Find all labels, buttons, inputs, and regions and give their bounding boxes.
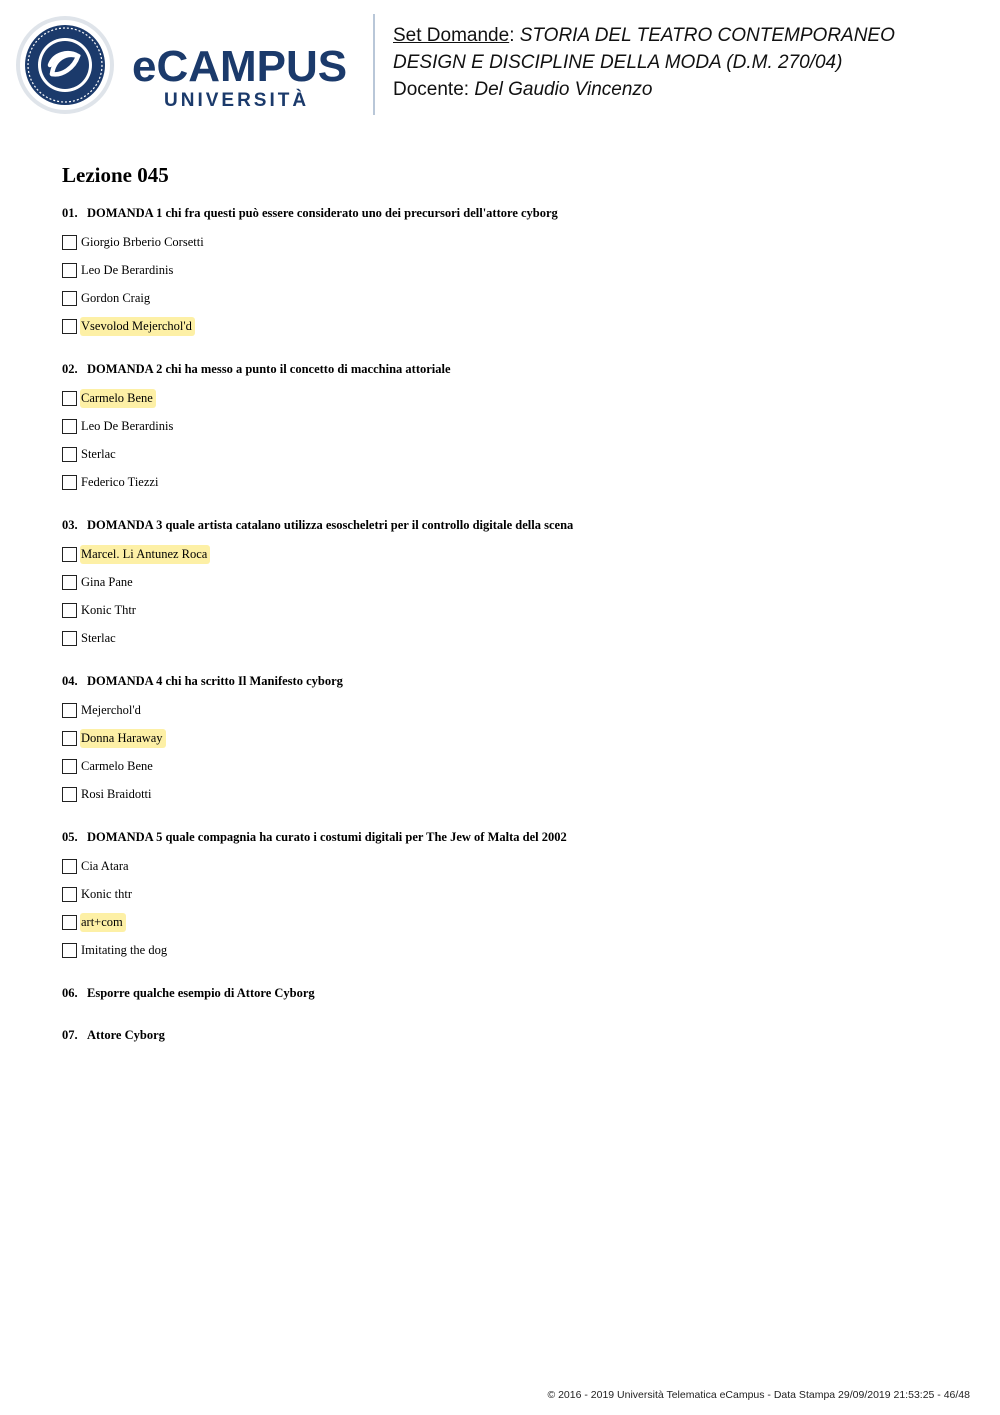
open-question-7: [62, 1026, 942, 1044]
answer-label: Leo De Berardinis: [81, 262, 174, 277]
question-number: 06.: [62, 986, 78, 1000]
answer-label: Imitating the dog: [81, 942, 168, 957]
answer-label: Mejerchol'd: [81, 702, 141, 717]
answer-label: Konic thtr: [81, 886, 133, 901]
question-number: 07.: [62, 1028, 78, 1042]
answer-option[interactable]: [62, 256, 942, 284]
answer-option-highlighted[interactable]: [62, 724, 942, 752]
answer-option[interactable]: [62, 880, 942, 908]
answer-checkbox[interactable]: [62, 703, 77, 718]
answer-option[interactable]: [62, 696, 942, 724]
answer-option[interactable]: [62, 440, 942, 468]
question-label: Attore Cyborg: [87, 1028, 165, 1042]
answer-checkbox[interactable]: [62, 475, 77, 490]
answer-checkbox[interactable]: [62, 759, 77, 774]
question-2: [62, 360, 942, 496]
question-text: [62, 672, 942, 690]
lesson-title: Lezione 045: [62, 163, 169, 187]
answer-option[interactable]: [62, 568, 942, 596]
answer-checkbox[interactable]: [62, 319, 77, 334]
question-label: DOMANDA 2 chi ha messo a punto il concetto di macchina attoriale: [87, 362, 451, 376]
question-number: 03.: [62, 518, 78, 532]
answer-option[interactable]: [62, 780, 942, 808]
question-3: [62, 516, 942, 652]
answer-label: Gina Pane: [81, 574, 133, 589]
question-number: 04.: [62, 674, 78, 688]
answer-checkbox[interactable]: [62, 235, 77, 250]
answer-checkbox[interactable]: [62, 943, 77, 958]
question-text: [62, 828, 942, 846]
question-text: [62, 204, 942, 222]
answer-label-highlighted: Carmelo Bene: [80, 389, 156, 408]
answer-option-highlighted[interactable]: [62, 312, 942, 340]
question-4: [62, 672, 942, 808]
answer-checkbox[interactable]: [62, 447, 77, 462]
answer-label: Cia Atara: [81, 858, 129, 873]
answer-checkbox[interactable]: [62, 631, 77, 646]
question-number: 01.: [62, 206, 78, 220]
open-question-6: [62, 984, 942, 1002]
svg-text:eCAMPUS: eCAMPUS: [132, 42, 348, 91]
lesson-content: [62, 160, 942, 1068]
set-info: Set Domande: STORIA DEL TEATRO CONTEMPORANEO DESIGN E DISCIPLINE DELLA MODA (D.M. 270/04) Docente: Del Gaudio Vincenzo: [393, 25, 895, 100]
question-label: DOMANDA 4 chi ha scritto Il Manifesto cyborg: [87, 674, 343, 688]
answer-label: Sterlac: [81, 446, 116, 461]
answer-option[interactable]: [62, 624, 942, 652]
answer-option[interactable]: [62, 412, 942, 440]
answer-checkbox[interactable]: [62, 859, 77, 874]
question-label: Esporre qualche esempio di Attore Cyborg: [87, 986, 315, 1000]
answer-label: Rosi Braidotti: [81, 786, 152, 801]
set-title-line1: STORIA DEL TEATRO CONTEMPORANEO: [519, 25, 895, 46]
answer-option[interactable]: [62, 936, 942, 964]
answer-checkbox[interactable]: [62, 419, 77, 434]
answer-option-highlighted[interactable]: [62, 540, 942, 568]
answer-label: Giorgio Brberio Corsetti: [81, 234, 204, 249]
answer-label: Carmelo Bene: [81, 758, 153, 773]
set-title-line2: DESIGN E DISCIPLINE DELLA MODA (D.M. 270/04): [393, 52, 843, 73]
answer-option[interactable]: [62, 284, 942, 312]
answer-label-highlighted: Donna Haraway: [80, 729, 166, 748]
question-text: [62, 516, 942, 534]
answer-checkbox[interactable]: [62, 263, 77, 278]
question-5: [62, 828, 942, 964]
question-label: DOMANDA 5 quale compagnia ha curato i costumi digitali per The Jew of Malta del 2002: [87, 830, 567, 844]
question-number: 02.: [62, 362, 78, 376]
answer-checkbox[interactable]: [62, 731, 77, 746]
answer-checkbox[interactable]: [62, 547, 77, 562]
ecampus-logo: [14, 14, 359, 116]
answer-checkbox[interactable]: [62, 291, 77, 306]
teacher-name: Del Gaudio Vincenzo: [474, 79, 653, 100]
answer-option-highlighted[interactable]: [62, 384, 942, 412]
answer-label-highlighted: Marcel. Li Antunez Roca: [80, 545, 210, 564]
answer-option-highlighted[interactable]: [62, 908, 942, 936]
answer-option[interactable]: [62, 468, 942, 496]
answer-label-highlighted: art+com: [80, 913, 126, 932]
answer-checkbox[interactable]: [62, 391, 77, 406]
question-label: DOMANDA 3 quale artista catalano utilizza esoscheletri per il controllo digitale della scena: [87, 518, 574, 532]
answer-checkbox[interactable]: [62, 887, 77, 902]
header-divider: [373, 14, 375, 115]
teacher-label: Docente: [393, 79, 464, 100]
answer-option[interactable]: [62, 228, 942, 256]
page-header: [0, 0, 1000, 130]
question-1: [62, 204, 942, 340]
question-text: [62, 360, 942, 378]
question-label: DOMANDA 1 chi fra questi può essere considerato uno dei precursori dell'attore cyborg: [87, 206, 558, 220]
set-label: Set Domande: [393, 25, 510, 46]
answer-label: Sterlac: [81, 630, 116, 645]
answer-option[interactable]: [62, 852, 942, 880]
answer-label: Federico Tiezzi: [81, 474, 159, 489]
answer-option[interactable]: [62, 752, 942, 780]
answer-checkbox[interactable]: [62, 787, 77, 802]
answer-checkbox[interactable]: [62, 915, 77, 930]
answer-label: Leo De Berardinis: [81, 418, 174, 433]
answer-checkbox[interactable]: [62, 575, 77, 590]
svg-text:UNIVERSITÀ: UNIVERSITÀ: [164, 90, 310, 111]
answer-checkbox[interactable]: [62, 603, 77, 618]
answer-label-highlighted: Vsevolod Mejerchol'd: [80, 317, 195, 336]
answer-option[interactable]: [62, 596, 942, 624]
answer-label: Konic Thtr: [81, 602, 136, 617]
question-number: 05.: [62, 830, 78, 844]
page-footer: © 2016 - 2019 Università Telematica eCampus - Data Stampa 29/09/2019 21:53:25 - 46/48: [547, 1389, 970, 1401]
answer-label: Gordon Craig: [81, 290, 151, 305]
